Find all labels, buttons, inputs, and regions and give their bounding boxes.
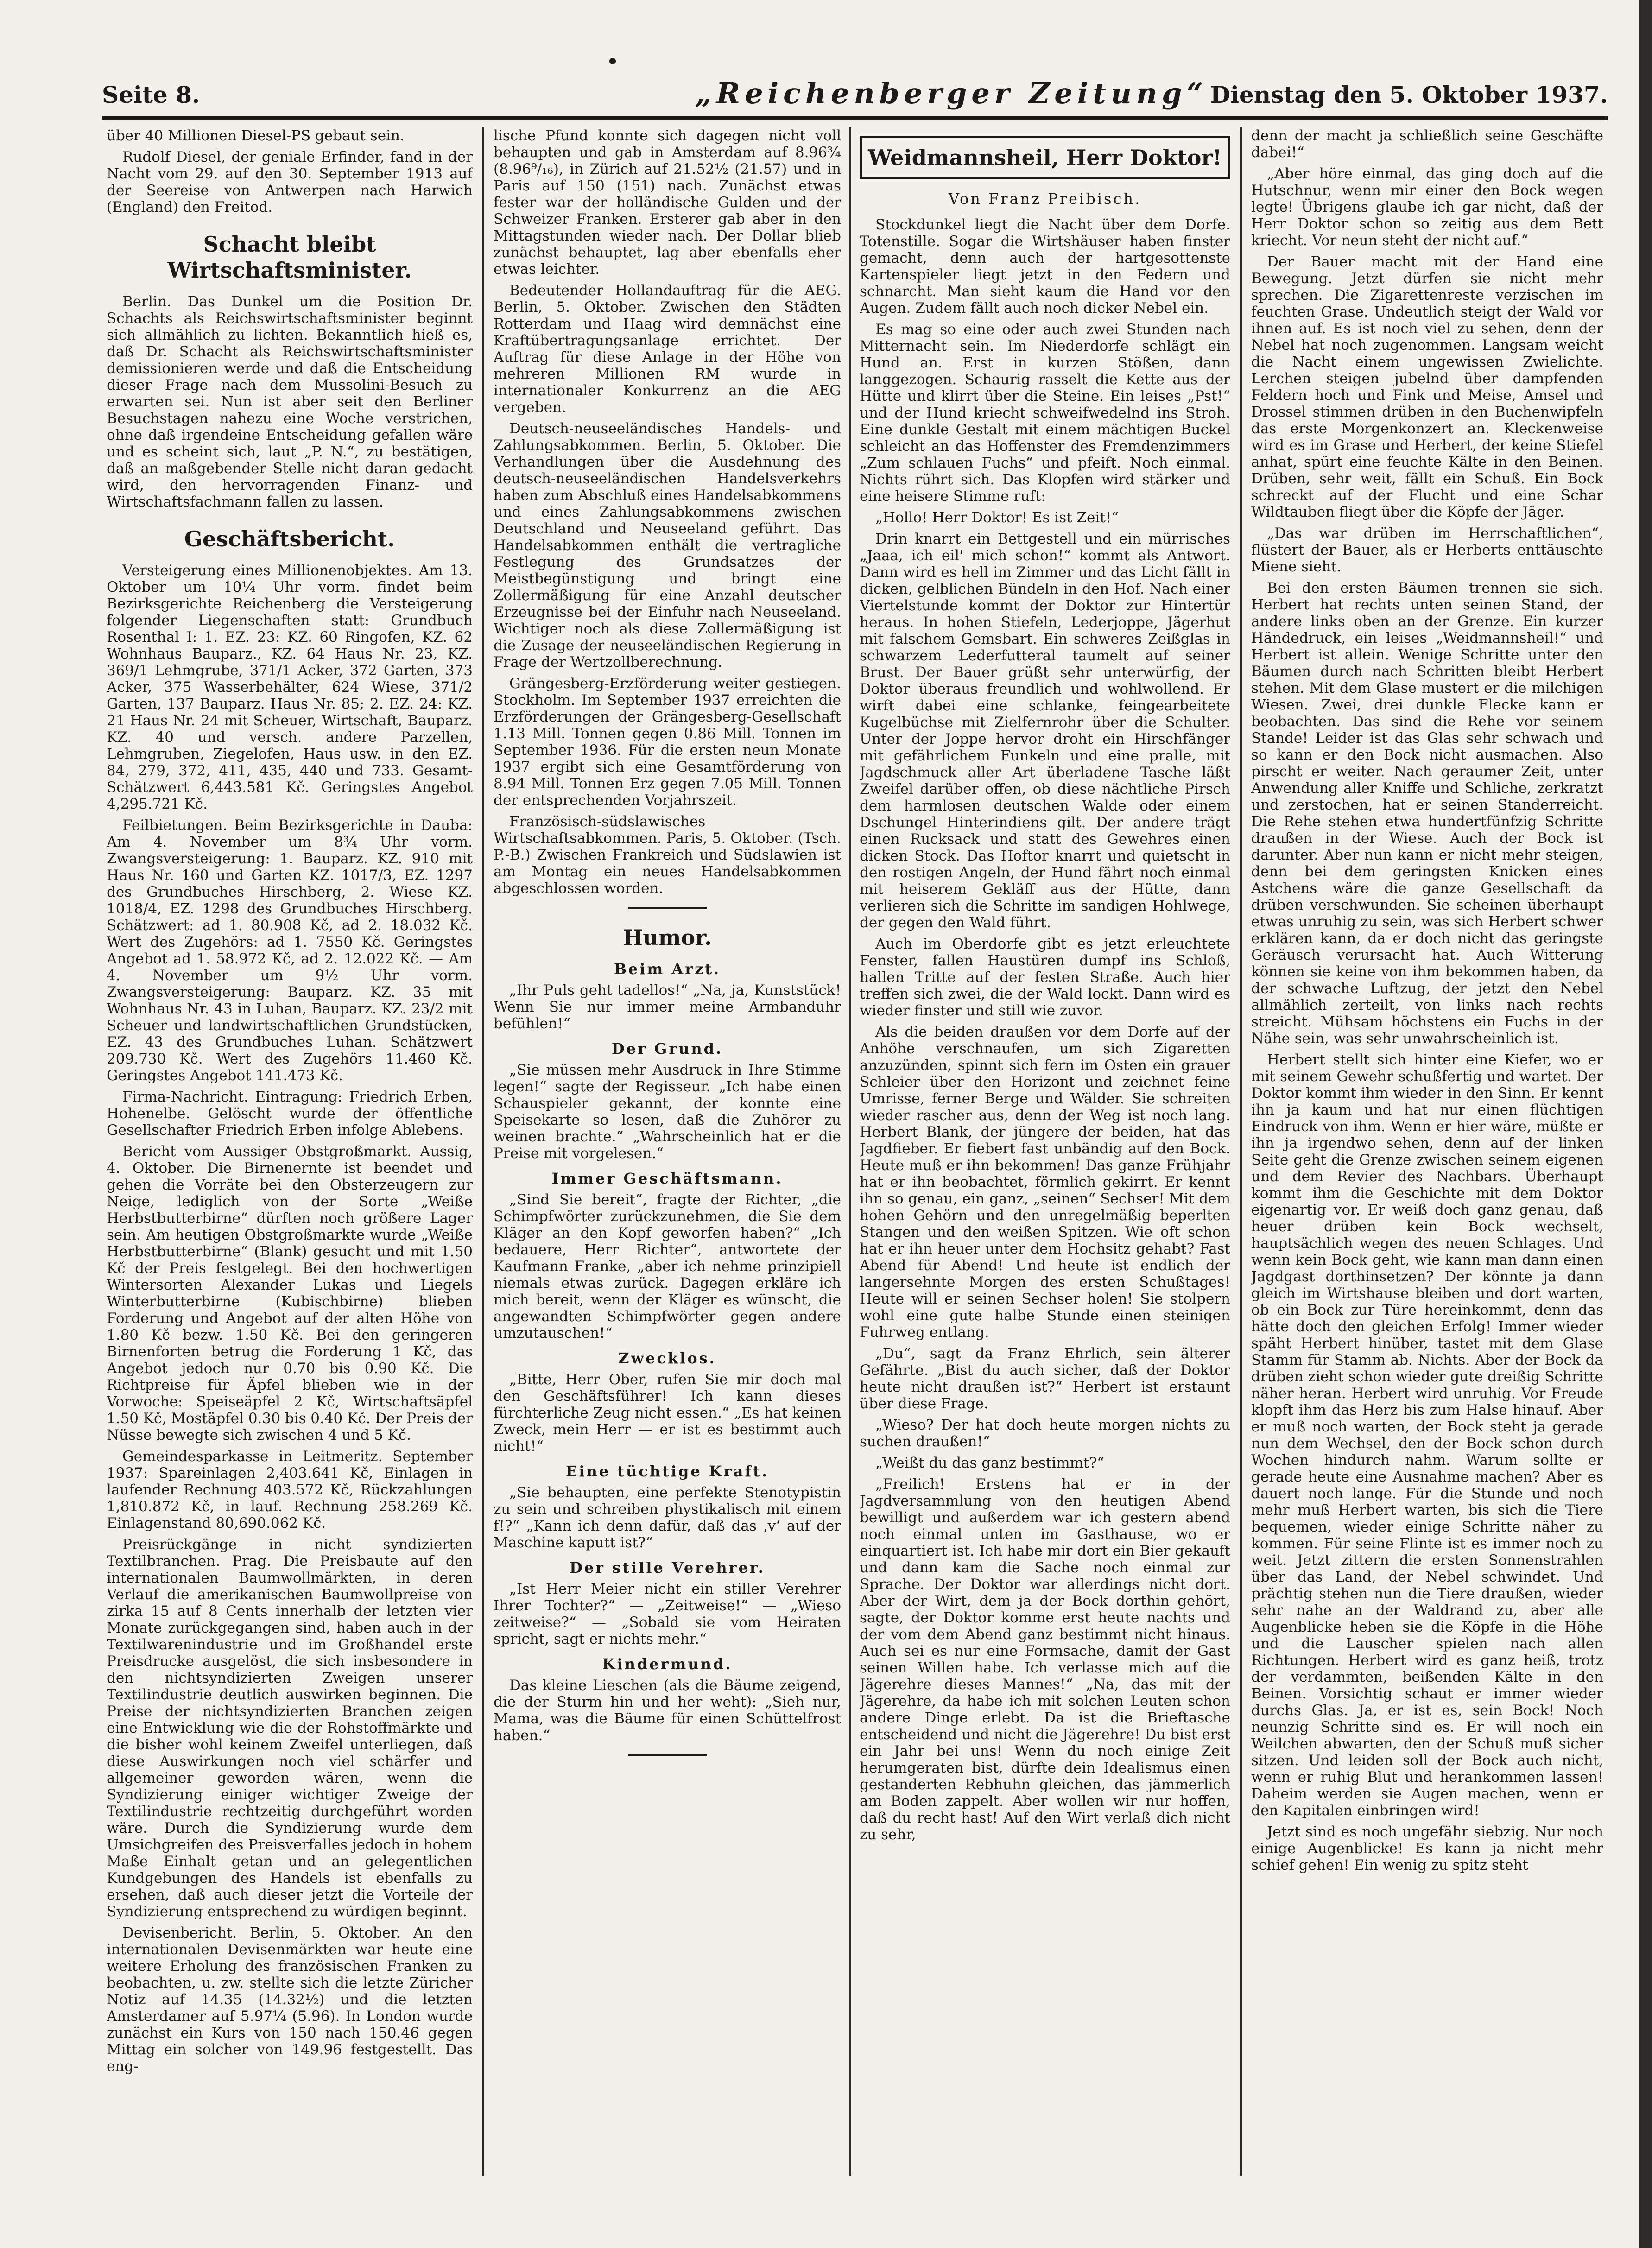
paragraph: Berlin. Das Dunkel um die Position Dr. Schachts als Reichswirtschaftsminister beginnt sich allmählich zu lichten. Bekanntlich hieß es, daß Dr. Schacht als Reichswirtschaftsminister demissionieren werde und daß die Entscheidung dieser Frage nach dem Mussolini-Besuch zu erwarten sei. Nun ist aber seit den Berliner Besuchstagen nahezu eine Woche verstrichen, ohne daß irgendeine Entscheidung gefallen wäre und es scheint sich, laut „P. N.“, zu bestätigen, daß an maßgebender Stelle nicht daran gedacht wird, den hervorragenden Finanz- und Wirtschaftsfachmann fallen zu lassen.: [107, 293, 473, 510]
story-paragraph: „Freilich! Erstens hat er in der Jagdversammlung von den heutigen Abend bewilligt und außerdem war ich gestern abend noch einmal unten im Gasthause, wo er einquartiert ist. Ich habe mir dort ein Bier gekauft und dann kam die Sache noch einmal zur Sprache. Der Doktor war allerdings nicht dort. Aber der Wirt, dem ja der Bock dorthin gehört, sagte, der Doktor komme erst heute nachts und der vom dem Abend ganz bestimmt nicht hinaus. Auch sei es nur eine Formsache, damit der Gast seinen Willen habe. Ich verlasse mich auf die Jägerehre dieses Mannes!“ „Na, das mit der Jägerehre, da habe ich mit solchen Leuten schon andere Dinge erlebt. Da ist die Brieftasche entscheidend und nicht die Jägerehre! Du bist erst ein Jahr bei uns! Wenn du noch einige Zeit herumgeraten bist, dürfte dein Idealismus einen gestanderten Rebhuhn gleichen, das jämmerlich am Boden zappelt. Aber wollen wir nur hoffen, daß du recht hast! Auf den Wirt verlaß dich nicht zu sehr,: [860, 1476, 1230, 1843]
story-paragraph: „Das war drüben im Herrschaftlichen“, flüstert der Bauer, als er Herberts enttäuschte Miene sieht.: [1251, 525, 1603, 575]
story-paragraph: Herbert stellt sich hinter eine Kiefer, wo er mit seinem Gewehr schußfertig und wartet. Der Doktor kommt ihm wieder in den Sinn. Er kennt ihn ja kaum und hat nur einen flüchtigen Eindruck von ihm. Wenn er hier wäre, müßte er ihn ja irgendwo sehen, denn auf der linken Seite geht die Grenze zwischen seinem eigenen und dem Revier des Nachbars. Überhaupt kommt ihm die Geschichte mit dem Doktor eigenartig vor. Er weiß doch ganz genau, daß heuer drüben kein Bock wechselt, hauptsächlich wegen des neuen Schlages. Und wenn kein Bock geht, wie kann man dann einen Jagdgast dorthinsetzen? Der könnte ja dann gleich im Wirtshause bleiben und dort warten, ob ein Bock zur Türe hereinkommt, denn das hätte doch den gleichen Erfolg! Immer wieder späht Herbert hinüber, tastet mit dem Glase Stamm für Stamm ab. Nichts. Aber der Bock da drüben zieht schon wieder gute dreißig Schritte näher heran. Herbert wird unruhig. Vor Freude klopft ihm das Herz bis zum Halse hinauf. Aber er muß noch warten, der Bock steht ja gerade nun dem Wechsel, den der Bock schon durch Wochen hindurch nahm. Warum sollte er gerade heute eine Ausnahme machen? Aber es dauert noch lange. Für die Stunde und noch mehr muß Herbert warten, bis sich die Tiere bequemen, wieder einige Schritte näher zu kommen. Für seine Flinte ist es immer noch zu weit. Jetzt zittern die ersten Sonnenstrahlen über das Land, der Nebel schwindet. Und prächtig stehen nun die Tiere draußen, wieder sehr nahe an der Waldrand zu, aber alle Augenblicke heben sie die Köpfe in die Höhe und die Lauscher spielen nach allen Richtungen. Herbert wird es ganz heiß, trotz der verdammten, beißenden Kälte in den Beinen. Vorsichtig schaut er immer wieder durchs Glas. Ja, er ist es, sein Bock! Noch neunzig Schritte sind es. Er will noch ein Weilchen abwarten, den der Schuß muß sicher sitzen. Und leiden soll der Bock auch nicht, wenn er ruhig Blut und herankommen lassen! Daheim werden sie Augen machen, wenn er den Kapitalen einbringen wird!: [1251, 1051, 1603, 1819]
header-rule: [102, 116, 1608, 120]
headline-schacht: Schacht bleibt Wirtschaftsminister.: [167, 232, 412, 283]
story-paragraph: Drin knarrt ein Bettgestell und ein mürrisches „Jaaa, ich eil' mich schon!“ kommt als Antwort. Dann wird es hell im Zimmer und das Licht fällt in dicken, gelblichen Bündeln in den Hof. Nach einer Viertelstunde kommt der Doktor zur Hintertür heraus. In hohen Stiefeln, Lederjoppe, Jägerhut mit falschem Gemsbart. Ein schweres Zeißglas in schwarzem Lederfutteral taumelt auf seiner Brust. Der Bauer grüßt sehr unterwürfig, der Doktor überaus freundlich und wohlwollend. Er wirft dabei eine schlanke, feingearbeitete Kugelbüchse mit Zielfernrohr über die Schulter. Unter der Joppe hervor droht ein Hirschfänger mit gefährlichem Funkeln und eine pralle, mit Jagdschmuck aller Art überladene Tasche läßt Zweifel darüber offen, ob diese nächtliche Pirsch dem harmlosen deutschen Walde oder einem Dschungel Hinterindiens gilt. Der andere trägt einen Rucksack und statt des Gewehres einen dicken Stock. Das Hoftor knarrt und quietscht in den rostigen Angeln, der Hund fährt noch einmal mit heiserem Gekläff aus der Hütte, dann verlieren sich die Schritte im sandigen Hohlwege, der gegen den Wald führt.: [860, 531, 1230, 931]
ink-dot: [609, 58, 616, 64]
story-paragraph: Auch im Oberdorfe gibt es jetzt erleuchtete Fenster, fallen Haustüren dumpf ins Schloß, hallen Tritte auf der festen Straße. Auch hier treffen sich zwei, die der Wald lockt. Dann wird es wieder finster und still wie zuvor.: [860, 936, 1230, 1019]
business-item: Deutsch-neuseeländisches Handels- und Zahlungsabkommen. Berlin, 5. Oktober. Die Verhandlungen über die Ausdehnung des deutsch-neuseeländischen Handelsverkehrs haben zum Abschluß eines Handelsabkommens und eines Zahlungsabkommens zwischen Deutschland und Neuseeland geführt. Das Handelsabkommen enthält die vertragliche Festlegung des Grundsatzes der Meistbegünstigung und bringt eine Zollermäßigung für eine Anzahl deutscher Erzeugnisse bei der Einfuhr nach Neuseeland. Wichtiger noch als diese Zollermäßigung ist die Zusage der neuseeländischen Regierung in Frage der Wertzollberechnung.: [494, 420, 841, 671]
issue-date: Dienstag den 5. Oktober 1937.: [1210, 81, 1608, 108]
story-paragraph: „Aber höre einmal, das ging doch auf die Hutschnur, wenn mir einer den Bock wegen legte! Übrigens glaube ich gar nicht, daß der Herr Doktor schon so zeitig aus dem Bett kriecht. Vor neun steht der nicht auf.“: [1251, 165, 1603, 249]
joke-title: Immer Geschäftsmann.: [551, 1170, 783, 1187]
joke-text: „Sie behaupten, eine perfekte Stenotypistin zu sein und schreiben phystikalisch mit einem f!?“ „Kann ich denn dafür, daß das ‚v‘ auf der Maschine kaputt ist?“: [494, 1484, 841, 1551]
headline-geschaeftsbericht: Geschäftsbericht.: [184, 526, 395, 551]
joke-title: Der stille Verehrer.: [570, 1559, 765, 1577]
business-item: Feilbietungen. Beim Bezirksgerichte in Dauba: Am 4. November um 8¾ Uhr vorm. Zwangsversteigerung: 1. Bauparz. KZ. 910 mit Haus Nr. 160 und Garten KZ. 1017/3, EZ. 1297 des Grundbuches Hirschberg, 2. Wiese KZ. 1018/4, EZ. 1298 des Grundbuches Hirschberg. Schätzwert: ad 1. 80.908 Kč, ad 2. 18.032 Kč. Wert des Zugehörs: ad 1. 7550 Kč. Geringstes Angebot ad 1. 58.972 Kč, ad 2. 12.022 Kč. — Am 4. November um 9½ Uhr vorm. Zwangsversteigerung: Bauparz. KZ. 35 mit Wohnhaus Nr. 43 in Luhan, Bauparz. KZ. 23/2 mit Scheuer und landwirtschaftlichen Grundstücken, EZ. 43 des Grundbuches Luhan. Schätzwert 209.730 Kč. Wert des Zugehörs 11.460 Kč. Geringstes Angebot 141.473 Kč.: [107, 817, 473, 1084]
separator: [628, 907, 707, 909]
paragraph: Rudolf Diesel, der geniale Erfinder, fand in der Nacht vom 29. auf den 30. September 1913 auf der Seereise von Antwerpen nach Harwich (England) den Freitod.: [107, 149, 473, 215]
business-item: Preisrückgänge in nicht syndizierten Textilbranchen. Prag. Die Preisbaute auf den internationalen Baumwollmärkten, in deren Verlauf die amerikanischen Baumwollpreise von zirka 15 auf 8 Cents innerhalb der letzten vier Monate zurückgegangen sind, haben auch in der Textilwarenindustrie und im Großhandel erste Preisdrucke ausgelöst, die sich insbesondere in den nichtsyndizierten Zweigen unserer Textilindustrie deutlich auswirken beginnen. Die Preise der nichtsyndizierten Branchen zeigen eine Entwicklung wie die der Rohstoffmärkte und die bisher wohl keinem Zweifel unterliegen, daß diese Auswirkungen noch viel schärfer und allgemeiner geworden wären, wenn die Syndizierung einiger wichtiger Zweige der Textilindustrie rechtzeitig durchgeführt worden wäre. Durch die Syndizierung wurde dem Umsichgreifen des Preisverfalles jedoch in hohem Maße Einhalt getan und an gelegentlichen Kundgebungen des Handels ist ebenfalls zu ersehen, daß auch dieser jetzt die Vorteile der Syndizierung entsprechend zu würdigen beginnt.: [107, 1536, 473, 1920]
joke-text: „Bitte, Herr Ober, rufen Sie mir doch mal den Geschäftsführer! Ich kann dieses fürchterliche Zeug nicht essen.“ „Es hat keinen Zweck, mein Herr — er ist es bestimmt auch nicht!“: [494, 1371, 841, 1455]
story-paragraph: Stockdunkel liegt die Nacht über dem Dorfe. Totenstille. Sogar die Wirtshäuser haben finster gemacht, denn auch der hartgesottenste Kartenspieler liegt jetzt in den Federn und schnarcht. Man sieht kaum die Hand vor den Augen. Zudem fällt auch noch dicker Nebel ein.: [860, 216, 1230, 317]
story-paragraph: „Du“, sagt da Franz Ehrlich, sein älterer Gefährte. „Bist du auch sicher, daß der Doktor heute nicht draußen ist?“ Herbert ist erstaunt über diese Frage.: [860, 1345, 1230, 1412]
business-item: Gemeindesparkasse in Leitmeritz. September 1937: Spareinlagen 2,403.641 Kč, Einlagen in laufender Rechnung 403.572 Kč, Rückzahlungen 1,810.872 Kč, in lauf. Rechnung 258.269 Kč. Einlagenstand 80,690.062 Kč.: [107, 1448, 473, 1532]
joke-title: Beim Arzt.: [614, 960, 721, 978]
joke-title: Kindermund.: [602, 1655, 733, 1673]
joke-text: „Ist Herr Meier nicht ein stiller Verehrer Ihrer Tochter?“ — „Zeitweise!“ — „Wieso zeitweise?“ — „Sobald sie vom Heiraten spricht, sagt er nichts mehr.“: [494, 1581, 841, 1647]
story-paragraph: Der Bauer macht mit der Hand eine Bewegung. Jetzt dürfen sie nicht mehr sprechen. Die Zigarettenreste verzischen im feuchten Grase. Undeutlich steigt der Wald vor ihnen auf. Es ist noch viel zu sehen, denn der Nebel hat noch zugenommen. Langsam weicht die Nacht einem ungewissen Zwielichte. Lerchen steigen jubelnd über dampfenden Feldern hoch und Fink und Meise, Amsel und Drossel stimmen drüben in den Buchenwipfeln das erste Morgenkonzert an. Kleckenweise wird es im Grase und Herbert, der keine Stiefel anhat, spürt eine feuchte Kälte in den Beinen. Drüben, sehr weit, fällt ein Schuß. Ein Bock schreckt auf der Flucht und eine Schar Wildtauben fliegt über die Köpfe der Jäger.: [1251, 253, 1603, 520]
column-divider: [1240, 127, 1242, 2176]
business-item: Bericht vom Aussiger Obstgroßmarkt. Aussig, 4. Oktober. Die Birnenernte ist beendet und gehen die Vorräte bei den Obsterzeugern zur Neige, lediglich von der Sorte „Weiße Herbstbutterbirne“ dürften noch größere Lager sein. Am heutigen Obstgroßmarkte wurde „Weiße Herbstbutterbirne“ (Blank) gesucht und mit 1.50 Kč der Preis festgelegt. Bei den hochwertigen Wintersorten Alexander Lukas und Liegels Winterbutterbirne (Kubischbirne) blieben Forderung und Angebot auf der alten Höhe von 1.80 Kč bezw. 1.50 Kč. Bei den geringeren Birnenforten betrug die Forderung 1 Kč, das Angebot jedoch nur 0.70 bis 0.90 Kč. Die Richtpreise für Äpfel blieben wie in der Vorwoche: Speiseäpfel 2 Kč, Wirtschaftsäpfel 1.50 Kč, Mostäpfel 0.30 bis 0.40 Kč. Der Preis der Nüsse bewegte sich zwischen 4 und 5 Kč.: [107, 1143, 473, 1444]
headline-humor: Humor.: [622, 925, 712, 950]
byline: Von Franz Preibisch.: [948, 190, 1142, 208]
joke-title: Eine tüchtige Kraft.: [565, 1463, 769, 1480]
business-item: Firma-Nachricht. Eintragung: Friedrich Erben, Hohenelbe. Gelöscht wurde der öffentliche Gesellschafter Friedrich Erben infolge Ablebens.: [107, 1089, 473, 1139]
joke-title: Zwecklos.: [618, 1349, 716, 1367]
joke-text: „Sind Sie bereit“, fragte der Richter, „die Schimpfwörter zurückzunehmen, die Sie dem Kläger an den Kopf geworfen haben?“ „Ich bedauere, Herr Richter“, antwortete der Kaufmann Franke, „aber ich nehme prinzipiell niemals etwas zurück. Dagegen erkläre ich mich bereit, wenn der Kläger es wünscht, die angewandten Schimpfwörter gegen andere umzutauschen!“: [494, 1191, 841, 1342]
column-1: [107, 127, 473, 2176]
story-paragraph: denn der macht ja schließlich seine Geschäfte dabei!“: [1251, 127, 1603, 161]
business-item: Versteigerung eines Millionenobjektes. Am 13. Oktober um 10¼ Uhr vorm. findet beim Bezirksgerichte Reichenberg die Versteigerung folgender Liegenschaften statt: Grundbuch Rosenthal I: 1. EZ. 23: KZ. 60 Ringofen, KZ. 62 Wohnhaus Bauparz., KZ. 64 Haus Nr. 23, KZ. 369/1 Lehmgrube, 371/1 Acker, 372 Garten, 373 Acker, 375 Wasserbehälter, 624 Wiese, 371/2 Garten, 137 Bauparz. Haus Nr. 85; 2. EZ. 24: KZ. 21 Haus Nr. 24 mit Scheuer, Wirtschaft, Bauparz. KZ. 40 und versch. andere Parzellen, Lehmgruben, Ziegelofen, Haus usw. in den EZ. 84, 279, 372, 411, 435, 440 und 733. Gesamt-Schätzwert 6,443.581 Kč. Geringstes Angebot 4,295.721 Kč.: [107, 562, 473, 812]
column-3: [860, 127, 1230, 2176]
story-paragraph: Bei den ersten Bäumen trennen sie sich. Herbert hat rechts unten seinen Stand, der andere links oben an der Grenze. Ein kurzer Händedruck, ein leises „Weidmannsheil!“ und Herbert ist allein. Wenige Schritte unter den Bäumen durch nach Schritten bleibt Herbert stehen. Mit dem Glase mustert er die milchigen Wiesen. Zwei, drei dunkle Flecke kann er beobachten. Das sind die Rehe vor seinem Stande! Leider ist das Glas sehr schwach und so kann er den Bock nicht ausmachen. Also pirscht er weiter. Nach geraumer Zeit, unter Anwendung aller Kniffe und Schliche, zerkratzt und zerstochen, hat er seinen Standerreicht. Die Rehe stehen etwa hundertfünfzig Schritte draußen in der Wiese. Auch der Bock ist darunter. Aber nun kann er nicht mehr steigen, denn bei dem geringsten Knicken eines Astchens wäre die ganze Gesellschaft da drüben verschwunden. Sie scheinen überhaupt etwas unruhig zu sein, was sich Herbert schwer erklären kann, da er doch nicht das geringste Geräusch verursacht hat. Auch Witterung können sie keine von ihm bekommen haben, da der schwache Luftzug, der jetzt den Nebel allmählich zerteilt, von links nach rechts streicht. Mühsam höchstens ein Fuchs in der Nähe sein, was sehr unwahrscheinlich ist.: [1251, 580, 1603, 1047]
paragraph: lische Pfund konnte sich dagegen nicht voll behaupten und gab in Amsterdam auf 8.96¾ (8.96⁹/₁₆), in Zürich auf 21.52½ (21.57) und in Paris auf 150 (151) nach. Zunächst etwas fester war der holländische Gulden und der Schweizer Franken. Ersterer gab aber in den Mittagstunden wieder nach. Der Dollar blieb zunächst behauptet, lag aber ebenfalls eher etwas leichter.: [494, 127, 841, 278]
feuilleton-title: Weidmannsheil, Herr Doktor!: [868, 145, 1222, 170]
feuilleton-title-box: [860, 136, 1230, 179]
joke-text: „Sie müssen mehr Ausdruck in Ihre Stimme legen!“ sagte der Regisseur. „Ich habe einen Schauspieler gekannt, der konnte eine Speisekarte so lesen, daß die Zuhörer zu weinen brachte.“ „Wahrscheinlich hat er die Preise mit vorgelesen.“: [494, 1062, 841, 1162]
business-item: Devisenbericht. Berlin, 5. Oktober. An den internationalen Devisenmärkten war heute eine weitere Erholung des französischen Franken zu beobachten, u. zw. stellte sich die letzte Züricher Notiz auf 14.35 (14.32½) und die letzten Amsterdamer auf 5.97¼ (5.96). In London wurde zunächst ein Kurs von 150 nach 150.46 gegen Mittag ein solcher von 149.96 festgestellt. Das eng-: [107, 1925, 473, 2075]
joke-text: „Ihr Puls geht tadellos!“ „Na, ja, Kunststück! Wenn Sie nur immer meine Armbanduhr befühlen!“: [494, 982, 841, 1032]
column-4: [1251, 127, 1603, 2176]
story-paragraph: Es mag so eine oder auch zwei Stunden nach Mitternacht sein. Im Niederdorfe schlägt ein Hund an. Erst in kurzen Stößen, dann langgezogen. Schaurig rasselt die Kette aus der Hütte und klirrt über die Steine. Ein leises „Pst!“ und der Hund kriecht schweifwedelnd ins Stroh. Eine dunkle Gestalt mit einem mächtigen Buckel schleicht an das Hoffenster des Fremdenzimmers „Zum schlauen Fuchs“ und pfeift. Noch einmal. Nichts rührt sich. Das Klopfen wird stärker und eine heisere Stimme ruft:: [860, 321, 1230, 505]
column-divider: [849, 127, 851, 2176]
story-paragraph: Jetzt sind es noch ungefähr siebzig. Nur noch einige Augenblicke! Es kann ja nicht mehr schief gehen! Ein wenig zu spitz steht: [1251, 1824, 1603, 1874]
newspaper-title: „Reichenberger Zeitung“: [695, 76, 1208, 110]
paragraph: über 40 Millionen Diesel-PS gebaut sein.: [107, 127, 405, 144]
page-edge-shadow: [1639, 0, 1652, 2248]
story-paragraph: Als die beiden draußen vor dem Dorfe auf der Anhöhe verschnaufen, um sich Zigaretten anzuzünden, spinnt sich fern im Osten ein grauer Schleier über den Horizont und zeichnet feine Umrisse, ferner Berge und Wälder. Sie schreiten wieder rascher aus, denn der Weg ist noch lang. Herbert Blank, der jüngere der beiden, hat das Jagdfieber. Er fiebert fast unbändig auf den Bock. Heute muß er ihn bekommen! Das ganze Frühjahr hat er ihn beobachtet, förmlich gekirrt. Er kennt ihn so genau, ein ganz, „seinen“ Sechser! Mit dem hohen Gehörn und den unregelmäßig beperlten Stangen und den weißen Spitzen. Wie oft schon hat er ihn heuer unter dem Hochsitz gehabt? Fast Abend für Abend! Und heute ist endlich der langersehnte Morgen des ersten Schußtages! Heute will er seinen Sechser holen! Sie stolpern wohl eine gute halbe Stunde einen steinigen Fuhrweg entlang.: [860, 1024, 1230, 1341]
joke-text: Das kleine Lieschen (als die Bäume zeigend, die der Sturm hin und her weht): „Sieh nur, Mama, was die Bäume für einen Schüttelfrost haben.“: [494, 1677, 841, 1744]
column-divider: [482, 127, 484, 2176]
business-item: Grängesberg-Erzförderung weiter gestiegen. Stockholm. Im September 1937 erreichten die Erzförderungen der Grängesberg-Gesellschaft 1.13 Mill. Tonnen gegen 0.86 Mill. Tonnen im September 1936. Für die ersten neun Monate 1937 ergibt sich eine Gesamtförderung von 8.94 Mill. Tonnen Erz gegen 7.05 Mill. Tonnen der entsprechenden Vorjahrszeit.: [494, 675, 841, 809]
business-item: Bedeutender Hollandauftrag für die AEG. Berlin, 5. Oktober. Zwischen den Städten Rotterdam und Haag wird demnächst eine Kraftübertragungsanlage errichtet. Der Auftrag für diese Anlage in der Höhe von mehreren Millionen RM wurde in internationaler Konkurrenz an die AEG vergeben.: [494, 282, 841, 416]
business-item: Französisch-südslawisches Wirtschaftsabkommen. Paris, 5. Oktober. (Tsch. P.-B.) Zwischen Frankreich und Südslawien ist am Montag ein neues Handelsabkommen abgeschlossen worden.: [494, 813, 841, 897]
story-paragraph: „Hollo! Herr Doktor! Es ist Zeit!“: [875, 509, 1119, 526]
story-paragraph: „Weißt du das ganz bestimmt?“: [875, 1455, 1104, 1471]
page-header: [102, 70, 1608, 120]
story-paragraph: „Wieso? Der hat doch heute morgen nichts zu suchen draußen!“: [860, 1417, 1230, 1450]
page-number: Seite 8.: [102, 81, 200, 108]
separator: [628, 1754, 707, 1756]
column-2: [494, 127, 841, 2176]
joke-title: Der Grund.: [611, 1040, 723, 1058]
